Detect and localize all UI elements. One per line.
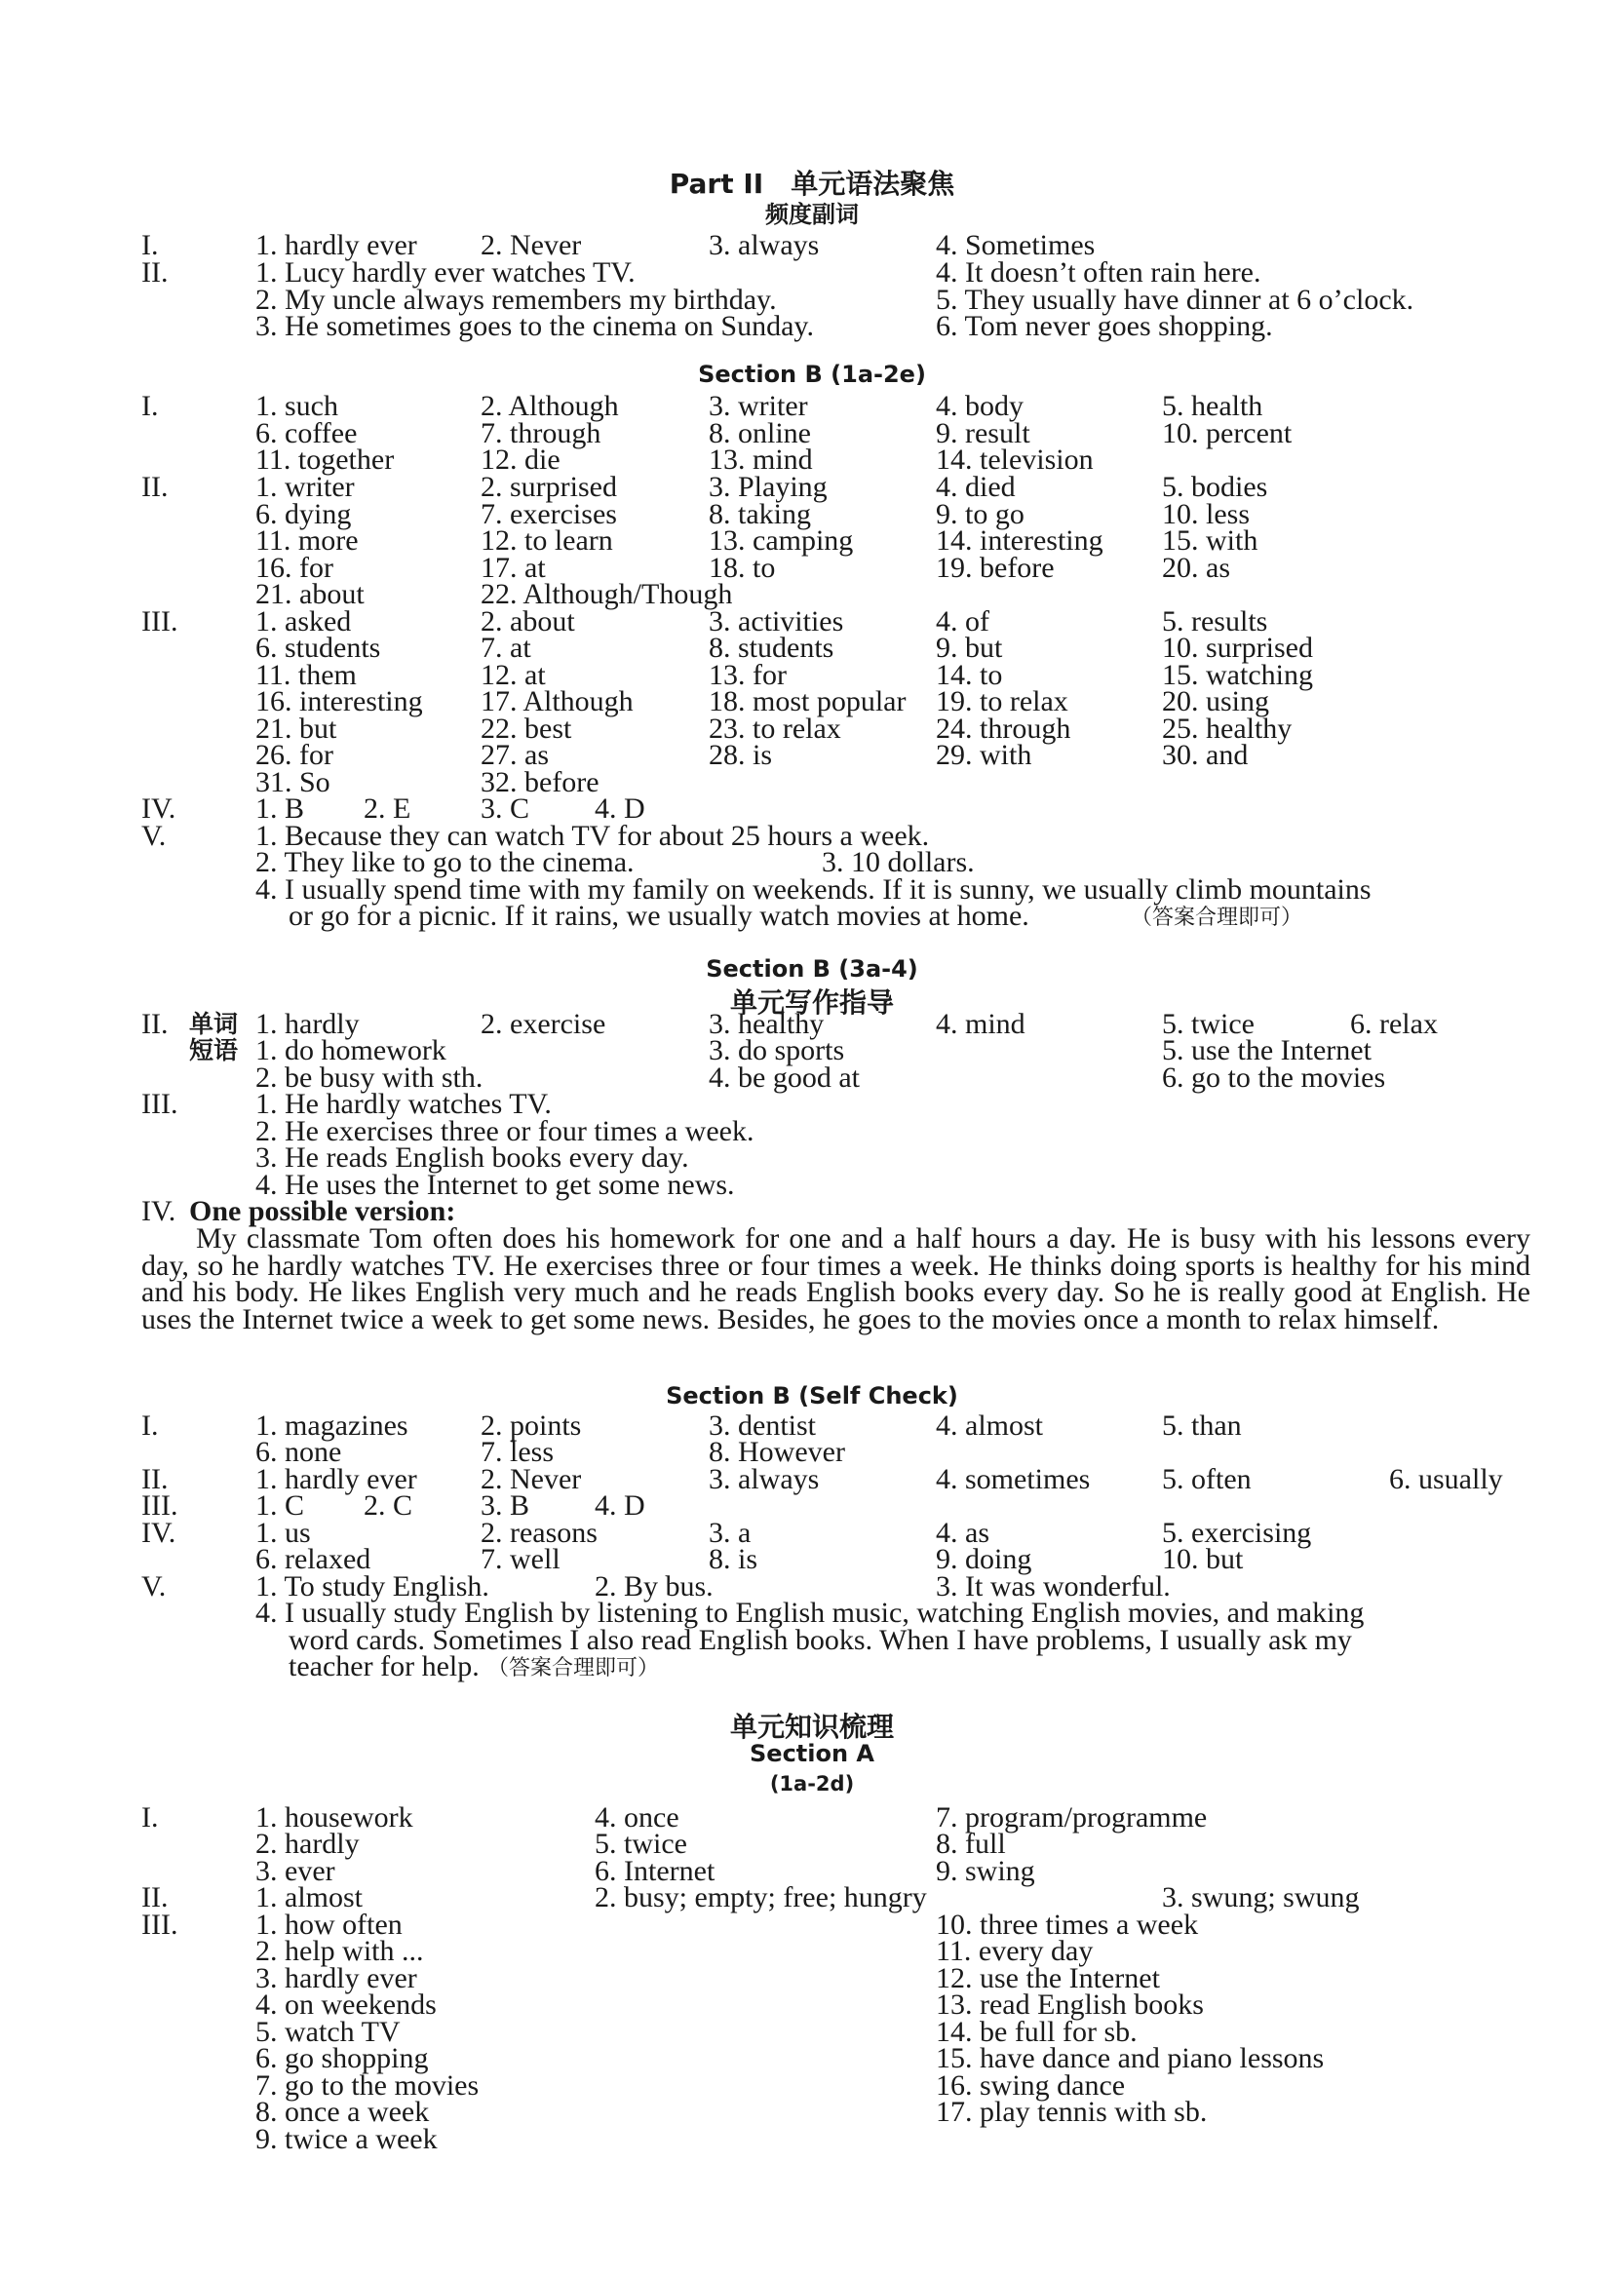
answer-item: 1. housework [255, 1801, 413, 1834]
roman-label: I. [141, 390, 159, 422]
answer-row [0, 1463, 1624, 1495]
answer-item: 3. C [481, 792, 530, 825]
answer-row [0, 1436, 1624, 1468]
answer-item: 23. to relax [709, 713, 841, 745]
answer-item: 3. hardly ever [255, 1962, 417, 1994]
answer-item: 11. together [255, 444, 395, 476]
answer-row [0, 446, 1624, 474]
answer-item: 4. I usually spend time with my family on weekends. If it is sunny, we usually climb mountains [255, 873, 1372, 906]
answer-item: 19. to relax [936, 685, 1068, 717]
answer-row [0, 1935, 1624, 1967]
answer-row [0, 1517, 1624, 1549]
answer-item: 8. is [709, 1543, 758, 1575]
answer-item: 2. C [364, 1489, 413, 1522]
answer-item: 4. It doesn’t often rain here. [936, 256, 1261, 289]
answer-item: 17. Although [481, 685, 634, 717]
words-tag: 单词 [189, 1010, 239, 1038]
roman-label: III. [141, 605, 178, 637]
answer-item: 19. before [936, 552, 1055, 584]
answer-item: 11. more [255, 524, 359, 557]
answer-item: 6. relax [1350, 1008, 1438, 1040]
answer-item: 10. but [1162, 1543, 1244, 1575]
answer-item: 5. than [1162, 1409, 1242, 1442]
roman-label: IV. [141, 1195, 176, 1227]
answer-item: 16. interesting [255, 685, 423, 717]
answer-item: 4. once [595, 1801, 679, 1834]
answer-item: 10. surprised [1162, 632, 1313, 664]
answer-item: 4. as [936, 1517, 989, 1549]
answer-item: 3. dentist [709, 1409, 816, 1442]
answer-item: 10. percent [1162, 417, 1293, 449]
answer-item: 1. Because they can watch TV for about 25 hours a week. [255, 820, 930, 852]
answer-item: 2. hardly [255, 1828, 360, 1860]
answer-item: 2. E [364, 792, 411, 825]
answer-item: 2. They like to go to the cinema. [255, 846, 635, 878]
answer-item: 6. coffee [255, 417, 358, 449]
answer-row [0, 1543, 1624, 1575]
roman-label: IV. [141, 792, 176, 825]
answer-row [0, 715, 1624, 743]
answer-item: 13. mind [709, 444, 813, 476]
roman-label: V. [141, 1570, 167, 1602]
section-b-self-check-title: Section B (Self Check) [666, 1382, 958, 1409]
answer-item: 18. most popular [709, 685, 907, 717]
answer-item: 7. go to the movies [255, 2069, 480, 2102]
answer-item: 9. doing [936, 1543, 1032, 1575]
answer-row [0, 552, 1624, 584]
answer-item: 5. results [1162, 605, 1268, 637]
answer-item: 6. Internet [595, 1855, 715, 1887]
answer-item: 20. as [1162, 552, 1230, 584]
answer-item: 6. none [255, 1436, 342, 1468]
answer-item: 10. three times a week [936, 1909, 1199, 1941]
answer-item: 4. on weekends [255, 1988, 437, 2021]
answer-item: or go for a picnic. If it rains, we usually watch movies at home. [289, 900, 1029, 932]
answer-row [0, 1597, 1624, 1629]
answer-item: 12. to learn [481, 524, 613, 557]
answer-item: 4. D [595, 1489, 645, 1522]
answer-item: 3. a [709, 1517, 752, 1549]
answer-item: 3. always [709, 1463, 820, 1495]
answer-item: 26. for [255, 739, 333, 771]
answer-item: 4. sometimes [936, 1463, 1091, 1495]
answer-item: 2. be busy with sth. [255, 1062, 483, 1094]
answer-row [0, 1088, 1624, 1120]
phrases-tag: 短语 [189, 1036, 239, 1064]
answer-item: 5. use the Internet [1162, 1034, 1372, 1066]
note: （答案合理即可） [487, 1656, 660, 1680]
answer-item: teacher for help. [289, 1650, 480, 1682]
answer-item: 18. to [709, 552, 776, 584]
answer-item: 1. almost [255, 1881, 363, 1913]
roman-label: II. [141, 256, 169, 289]
answer-item: 2. busy; empty; free; hungry [595, 1881, 927, 1913]
answer-item: 1. Lucy hardly ever watches TV. [255, 256, 636, 289]
roman-label: I. [141, 229, 159, 261]
answer-item: 5. health [1162, 390, 1263, 422]
answer-item: 4. Sometimes [936, 229, 1096, 261]
answer-item: 3. 10 dollars. [822, 846, 975, 878]
answer-row [0, 1141, 1624, 1174]
answer-item: 1. C [255, 1489, 305, 1522]
answer-item: 6. students [255, 632, 381, 664]
answer-item: 9. to go [936, 498, 1025, 530]
answer-item: 5. watch TV [255, 2016, 401, 2048]
answer-row [0, 2096, 1624, 2128]
answer-item: 7. exercises [481, 498, 617, 530]
answer-item: 9. result [936, 417, 1030, 449]
answer-item: 1. writer [255, 471, 355, 503]
answer-item: 11. them [255, 659, 357, 691]
answer-item: 4. almost [936, 1409, 1043, 1442]
answer-item: word cards. Sometimes I also read English books. When I have problems, I usually ask my [289, 1624, 1352, 1656]
answer-row [0, 1828, 1624, 1860]
answer-item: 9. swing [936, 1855, 1035, 1887]
answer-item: 7. well [481, 1543, 561, 1575]
roman-label: II. [141, 471, 169, 503]
answer-item: 2. about [481, 605, 575, 637]
answer-row [0, 846, 1624, 878]
roman-label: III. [141, 1909, 178, 1941]
answer-item: 13. read English books [936, 1988, 1204, 2021]
answer-item: 13. camping [709, 524, 854, 557]
answer-row [0, 471, 1624, 503]
answer-item: 25. healthy [1162, 713, 1293, 745]
answer-item: 14. be full for sb. [936, 2016, 1138, 2048]
answer-item: 1. how often [255, 1909, 403, 1941]
answer-item: 30. and [1162, 739, 1249, 771]
answer-item: 17. at [481, 552, 546, 584]
answer-item: 3. He sometimes goes to the cinema on Sunday. [255, 310, 814, 342]
part-ii-subtitle: 频度副词 [765, 201, 859, 228]
answer-row [0, 632, 1624, 664]
answer-item: 4. be good at [709, 1062, 860, 1094]
answer-item: 1. To study English. [255, 1570, 489, 1602]
answer-item: 21. but [255, 713, 337, 745]
answer-item: 5. exercising [1162, 1517, 1312, 1549]
answer-row [0, 1650, 1624, 1682]
answer-item: 3. always [709, 229, 820, 261]
answer-item: 6. go shopping [255, 2042, 429, 2074]
answer-item: 3. do sports [709, 1034, 845, 1066]
answer-item: 5. They usually have dinner at 6 o’clock. [936, 284, 1414, 316]
roman-label: I. [141, 1409, 159, 1442]
answer-item: 3. ever [255, 1855, 335, 1887]
answer-item: 9. twice a week [255, 2123, 438, 2155]
roman-label: IV. [141, 1517, 176, 1549]
answer-item: 7. through [481, 417, 601, 449]
answer-row [0, 1195, 1624, 1227]
answer-item: 7. at [481, 632, 531, 664]
answer-item: 3. writer [709, 390, 808, 422]
answer-row [0, 1034, 1624, 1066]
answer-item: 5. often [1162, 1463, 1252, 1495]
part-ii-title: Part II 单元语法聚焦 [669, 168, 955, 200]
answer-item: 14. television [936, 444, 1094, 476]
note: （答案合理即可） [1131, 906, 1303, 930]
answer-item: 3. It was wonderful. [936, 1570, 1171, 1602]
answer-item: 3. B [481, 1489, 530, 1522]
answer-item: 2. reasons [481, 1517, 598, 1549]
answer-item: 8. online [709, 417, 811, 449]
answer-row [0, 739, 1624, 771]
answer-item: 4. died [936, 471, 1016, 503]
summary-title: 单元知识梳理 [729, 1711, 894, 1743]
answer-item: 22. best [481, 713, 572, 745]
answer-item: 12. use the Internet [936, 1962, 1160, 1994]
answer-row [0, 1624, 1624, 1656]
answer-item: 9. but [936, 632, 1003, 664]
answer-item: 6. dying [255, 498, 352, 530]
answer-row [0, 1911, 1624, 1939]
answer-item: 4. of [936, 605, 989, 637]
answer-item: 2. help with ... [255, 1935, 424, 1967]
answer-item: 1. asked [255, 605, 352, 637]
answer-item: 31. So [255, 766, 330, 798]
answer-item: 1. magazines [255, 1409, 408, 1442]
answer-item: 2. Never [481, 1463, 582, 1495]
answer-row [0, 390, 1624, 422]
answer-item: 2. He exercises three or four times a week. [255, 1115, 754, 1147]
answer-row [0, 1115, 1624, 1147]
answer-item: 1. do homework [255, 1034, 446, 1066]
answer-item: 3. healthy [709, 1008, 825, 1040]
answer-row [0, 1489, 1624, 1522]
answer-item: 16. swing dance [936, 2069, 1126, 2102]
answer-row [0, 2016, 1624, 2048]
answer-row [0, 820, 1624, 852]
answer-item: 15. have dance and piano lessons [936, 2042, 1325, 2074]
answer-row [0, 900, 1624, 932]
answer-item: 12. die [481, 444, 561, 476]
answer-row [0, 766, 1624, 798]
answer-row [0, 1801, 1624, 1834]
answer-row [0, 1064, 1624, 1092]
answer-item: 4. D [595, 792, 645, 825]
roman-label: II. [141, 1881, 169, 1913]
answer-item: 10. less [1162, 498, 1250, 530]
answer-item: 4. I usually study English by listening to English music, watching English movies, and making [255, 1597, 1365, 1629]
writing-guide-subtitle: 单元写作指导 [729, 986, 894, 1019]
answer-item: 7. program/programme [936, 1801, 1208, 1834]
answer-item: 3. Playing [709, 471, 828, 503]
answer-row [0, 2042, 1624, 2074]
answer-item: 1. He hardly watches TV. [255, 1088, 552, 1120]
answer-item: 3. He reads English books every day. [255, 1141, 689, 1174]
answer-item: 6. relaxed [255, 1543, 371, 1575]
answer-item: 4. He uses the Internet to get some news. [255, 1169, 735, 1201]
answer-item: 6. Tom never goes shopping. [936, 310, 1273, 342]
answer-item: 2. By bus. [595, 1570, 714, 1602]
roman-label: II. [141, 1008, 169, 1040]
answer-item: 16. for [255, 552, 333, 584]
answer-item: 29. with [936, 739, 1032, 771]
answer-row [0, 310, 1624, 342]
essay-heading: One possible version: [189, 1195, 456, 1227]
answer-row [0, 578, 1624, 610]
roman-label: V. [141, 820, 167, 852]
roman-label: III. [141, 1088, 178, 1120]
answer-item: 2. surprised [481, 471, 617, 503]
answer-item: 5. twice [1162, 1008, 1255, 1040]
answer-item: 7. less [481, 1436, 554, 1468]
answer-item: 5. twice [595, 1828, 687, 1860]
answer-item: 15. with [1162, 524, 1258, 557]
roman-label: I. [141, 1801, 159, 1834]
answer-item: 3. activities [709, 605, 844, 637]
answer-item: 1. such [255, 390, 338, 422]
answer-item: 17. play tennis with sb. [936, 2096, 1208, 2128]
answer-item: 14. to [936, 659, 1003, 691]
answer-row [0, 1962, 1624, 1994]
answer-item: 8. taking [709, 498, 811, 530]
answer-item: 8. students [709, 632, 834, 664]
answer-item: 15. watching [1162, 659, 1313, 691]
answer-item: 4. mind [936, 1008, 1025, 1040]
section-b-3a-4-title: Section B (3a-4) [706, 955, 918, 983]
answer-row [0, 1988, 1624, 2021]
answer-row [0, 685, 1624, 717]
section-b-1a-2e-title: Section B (1a-2e) [698, 361, 926, 388]
answer-item: 3. swung; swung [1162, 1881, 1360, 1913]
answer-item: 22. Although/Though [481, 578, 733, 610]
answer-item: 5. bodies [1162, 471, 1268, 503]
answer-item: 8. full [936, 1828, 1006, 1860]
answer-item: 21. about [255, 578, 365, 610]
answer-item: 6. go to the movies [1162, 1062, 1386, 1094]
answer-item: 6. usually [1389, 1463, 1503, 1495]
answer-item: 13. for [709, 659, 787, 691]
summary-subsubtitle: (1a-2d) [769, 1772, 855, 1795]
answer-row [0, 229, 1624, 261]
answer-item: 2. Never [481, 229, 582, 261]
answer-item: 1. us [255, 1517, 311, 1549]
answer-item: 27. as [481, 739, 549, 771]
answer-item: 24. through [936, 713, 1071, 745]
answer-item: 32. before [481, 766, 599, 798]
answer-item: 4. body [936, 390, 1024, 422]
answer-row [0, 256, 1624, 289]
answer-item: 1. hardly ever [255, 229, 417, 261]
answer-row [0, 1881, 1624, 1913]
answer-item: 8. once a week [255, 2096, 430, 2128]
answer-item: 12. at [481, 659, 546, 691]
answer-item: 1. B [255, 792, 305, 825]
answer-item: 2. Although [481, 390, 619, 422]
answer-row [0, 2069, 1624, 2102]
answer-row [0, 792, 1624, 825]
roman-label: III. [141, 1489, 178, 1522]
answer-row [0, 524, 1624, 557]
answer-item: 20. using [1162, 685, 1270, 717]
answer-item: 11. every day [936, 1935, 1094, 1967]
answer-row [0, 2123, 1624, 2155]
answer-item: 2. My uncle always remembers my birthday. [255, 284, 777, 316]
answer-item: 1. hardly [255, 1008, 360, 1040]
summary-subtitle: Section A [750, 1740, 874, 1767]
answer-item: 1. hardly ever [255, 1463, 417, 1495]
answer-item: 14. interesting [936, 524, 1103, 557]
answer-item: 2. exercise [481, 1008, 606, 1040]
roman-label: II. [141, 1463, 169, 1495]
model-essay: My classmate Tom often does his homework for one and a half hours a day. He is busy with his lessons every day, so he hardly watches TV. He exercises three or four times a week. He thinks doing sports is healthy for his mind and his body. He likes English very much and he reads English books every day. So he is really good at English. He uses the Internet twice a week to get some news. Besides, he goes to the movies once a month to relax himself. [141, 1222, 1530, 1335]
answer-item: 28. is [709, 739, 773, 771]
answer-item: 8. However [709, 1436, 845, 1468]
answer-item: 2. points [481, 1409, 582, 1442]
